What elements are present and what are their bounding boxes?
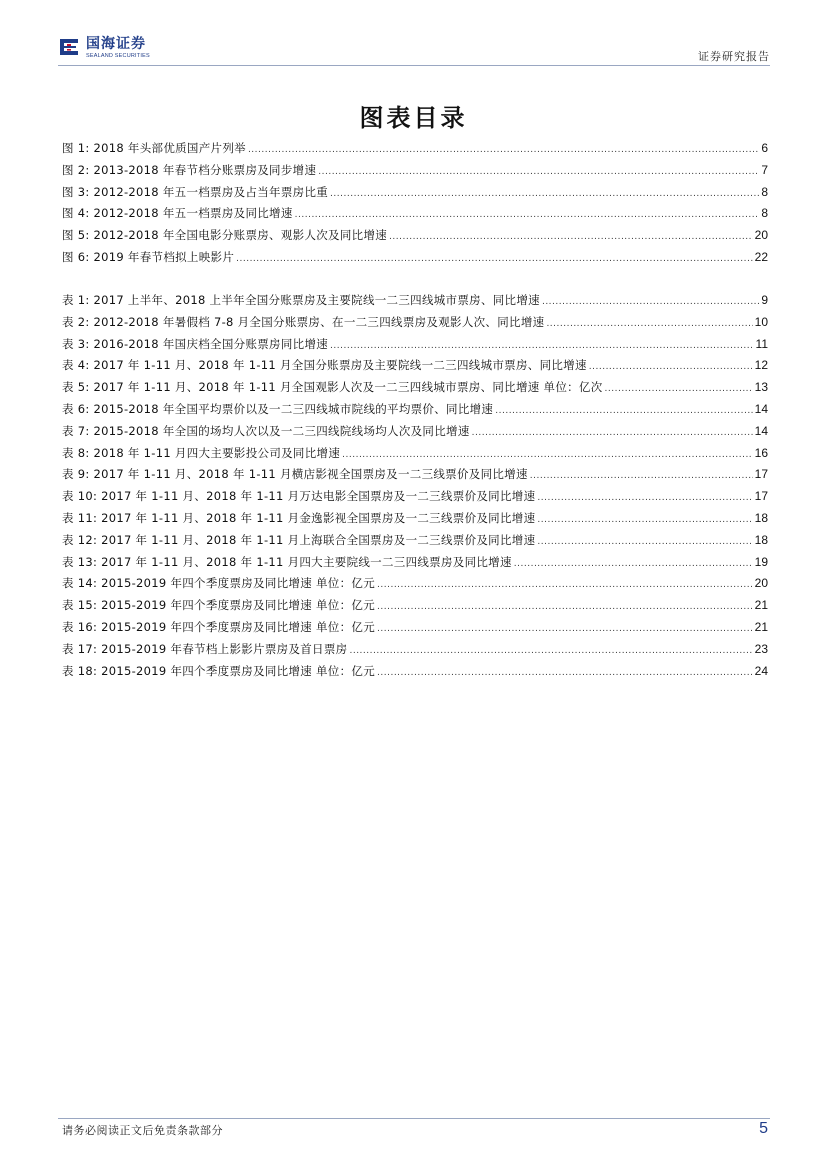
dot-leader [537,532,752,554]
table-entry-page: 21 [754,619,768,634]
dot-leader [377,575,753,597]
company-logo [58,36,150,60]
table-entry-label: 表 13: 2017 年 1-11 月、2018 年 1-11 月四大主要院线一二三四线票房及同比增速 [62,554,512,569]
dot-leader [377,663,753,685]
table-entry-label: 表 7: 2015-2018 年全国的场均人次以及一二三四线院线场均人次及同比增速 [62,423,470,438]
table-entry-page: 17 [754,467,768,482]
page-number: 5 [759,1120,768,1137]
table-entry-label: 表 4: 2017 年 1-11 月、2018 年 1-11 月全国分账票房及主要院线一二三四线城市票房、同比增速 [62,358,587,373]
dot-leader [330,184,759,206]
table-entry-label: 表 15: 2015-2019 年四个季度票房及同比增速 单位：亿元 [62,598,376,613]
table-entry[interactable] [62,530,768,552]
table-entry-label: 表 6: 2015-2018 年全国平均票价以及一二三四线城市院线的平均票价、同比增速 [62,401,494,416]
table-entry-label: 表 5: 2017 年 1-11 月、2018 年 1-11 月全国观影人次及一二三四线城市票房、同比增速 单位：亿次 [62,380,603,395]
figure-entry-label: 图 6: 2019 年春节档拟上映影片 [62,249,235,264]
table-entry-label: 表 9: 2017 年 1-11 月、2018 年 1-11 月横店影视全国票房及一二三线票价及同比增速 [62,467,528,482]
table-entry[interactable] [62,355,768,377]
figure-entry-label: 图 3: 2012-2018 年五一档票房及占当年票房比重 [62,184,329,199]
dot-leader [318,162,759,184]
dot-leader [514,554,753,576]
figure-entry-page: 7 [761,162,768,177]
dot-leader [530,466,753,488]
figure-entry-page: 20 [754,228,768,243]
table-entry-page: 18 [754,532,768,547]
table-entry-page: 14 [754,423,768,438]
figure-entry[interactable] [62,138,768,160]
dot-leader [605,379,753,401]
toc-title: 图表目录 [359,103,468,132]
table-entry-page: 13 [754,380,768,395]
dot-leader [248,140,759,162]
table-entry[interactable] [62,617,768,639]
table-entry[interactable] [62,290,768,312]
table-entry[interactable] [62,334,768,356]
figure-entry-page: 6 [761,141,768,155]
table-entry-page: 12 [754,358,768,373]
table-entry-label: 表 8: 2018 年 1-11 月四大主要影投公司及同比增速 [62,445,341,460]
table-entry-label: 表 12: 2017 年 1-11 月、2018 年 1-11 月上海联合全国票房及一二三线票价及同比增速 [62,532,536,547]
table-entry-page: 16 [754,445,768,460]
dot-leader [377,619,753,641]
table-entry[interactable] [62,552,768,574]
table-entry[interactable] [62,312,768,334]
table-entry-page: 17 [754,489,768,504]
figure-list [62,138,768,269]
table-entry-label: 表 10: 2017 年 1-11 月、2018 年 1-11 月万达电影全国票房及一二三线票价及同比增速 [62,489,536,504]
sealand-logo-icon [58,36,80,58]
table-entry-page: 20 [754,576,768,591]
figure-entry[interactable] [62,203,768,225]
table-entry[interactable] [62,508,768,530]
logo-english-name: SEALAND SECURITIES [86,53,150,59]
figure-entry-page: 8 [761,184,768,199]
dot-leader [546,314,752,336]
dot-leader [389,227,753,249]
table-entry-page: 10 [754,314,768,329]
table-entry-label: 表 2: 2012-2018 年暑假档 7-8 月全国分账票房、在一二三四线票房及观影人次、同比增速 [62,314,545,329]
figure-entry[interactable] [62,182,768,204]
table-entry-label: 表 3: 2016-2018 年国庆档全国分账票房同比增速 [62,336,329,351]
dot-leader [349,641,752,663]
table-entry-page: 24 [754,663,768,678]
table-entry-page: 21 [754,598,768,613]
dot-leader [542,292,759,314]
figure-entry[interactable] [62,225,768,247]
dot-leader [589,357,753,379]
dot-leader [295,205,760,227]
table-entry-label: 表 17: 2015-2019 年春节档上影影片票房及首日票房 [62,641,348,656]
figure-entry[interactable] [62,160,768,182]
figure-entry-page: 8 [761,206,768,221]
table-entry[interactable] [62,399,768,421]
table-entry[interactable] [62,443,768,465]
disclaimer-note: 请务必阅读正文后免责条款部分 [62,1124,223,1137]
table-entry-page: 14 [754,401,768,416]
dot-leader [472,423,753,445]
table-entry-page: 11 [755,336,768,351]
table-list [62,290,768,682]
header-divider [58,65,770,66]
dot-leader [342,445,753,467]
dot-leader [537,488,752,510]
table-entry[interactable] [62,573,768,595]
page-header [58,36,770,66]
table-entry[interactable] [62,377,768,399]
figure-entry-label: 图 1: 2018 年头部优质国产片列举 [62,141,246,155]
dot-leader [236,249,753,271]
dot-leader [330,336,753,358]
footer-divider [58,1118,770,1119]
table-entry-page: 18 [754,510,768,525]
table-entry[interactable] [62,661,768,683]
table-entry-page: 9 [761,293,768,307]
table-entry-label: 表 14: 2015-2019 年四个季度票房及同比增速 单位：亿元 [62,576,376,591]
table-entry-page: 23 [754,641,768,656]
table-entry-label: 表 16: 2015-2019 年四个季度票房及同比增速 单位：亿元 [62,619,376,634]
report-type-label: 证券研究报告 [698,50,770,63]
table-entry[interactable] [62,595,768,617]
table-entry-page: 19 [754,554,768,569]
figure-entry-label: 图 4: 2012-2018 年五一档票房及同比增速 [62,206,293,221]
table-entry[interactable] [62,486,768,508]
table-entry[interactable] [62,421,768,443]
table-entry-label: 表 11: 2017 年 1-11 月、2018 年 1-11 月金逸影视全国票房及一二三线票价及同比增速 [62,510,536,525]
figure-entry-label: 图 5: 2012-2018 年全国电影分账票房、观影人次及同比增速 [62,228,388,243]
table-entry-label: 表 18: 2015-2019 年四个季度票房及同比增速 单位：亿元 [62,663,376,678]
table-entry-label: 表 1: 2017 上半年、2018 上半年全国分账票房及主要院线一二三四线城市票房、同比增速 [62,293,540,307]
figure-entry-label: 图 2: 2013-2018 年春节档分账票房及同步增速 [62,162,317,177]
table-entry[interactable] [62,464,768,486]
figure-entry-page: 22 [754,249,768,264]
figure-entry[interactable] [62,247,768,269]
logo-chinese-name: 国海证券 [86,36,146,52]
table-entry[interactable] [62,639,768,661]
dot-leader [537,510,752,532]
dot-leader [495,401,752,423]
dot-leader [377,597,753,619]
